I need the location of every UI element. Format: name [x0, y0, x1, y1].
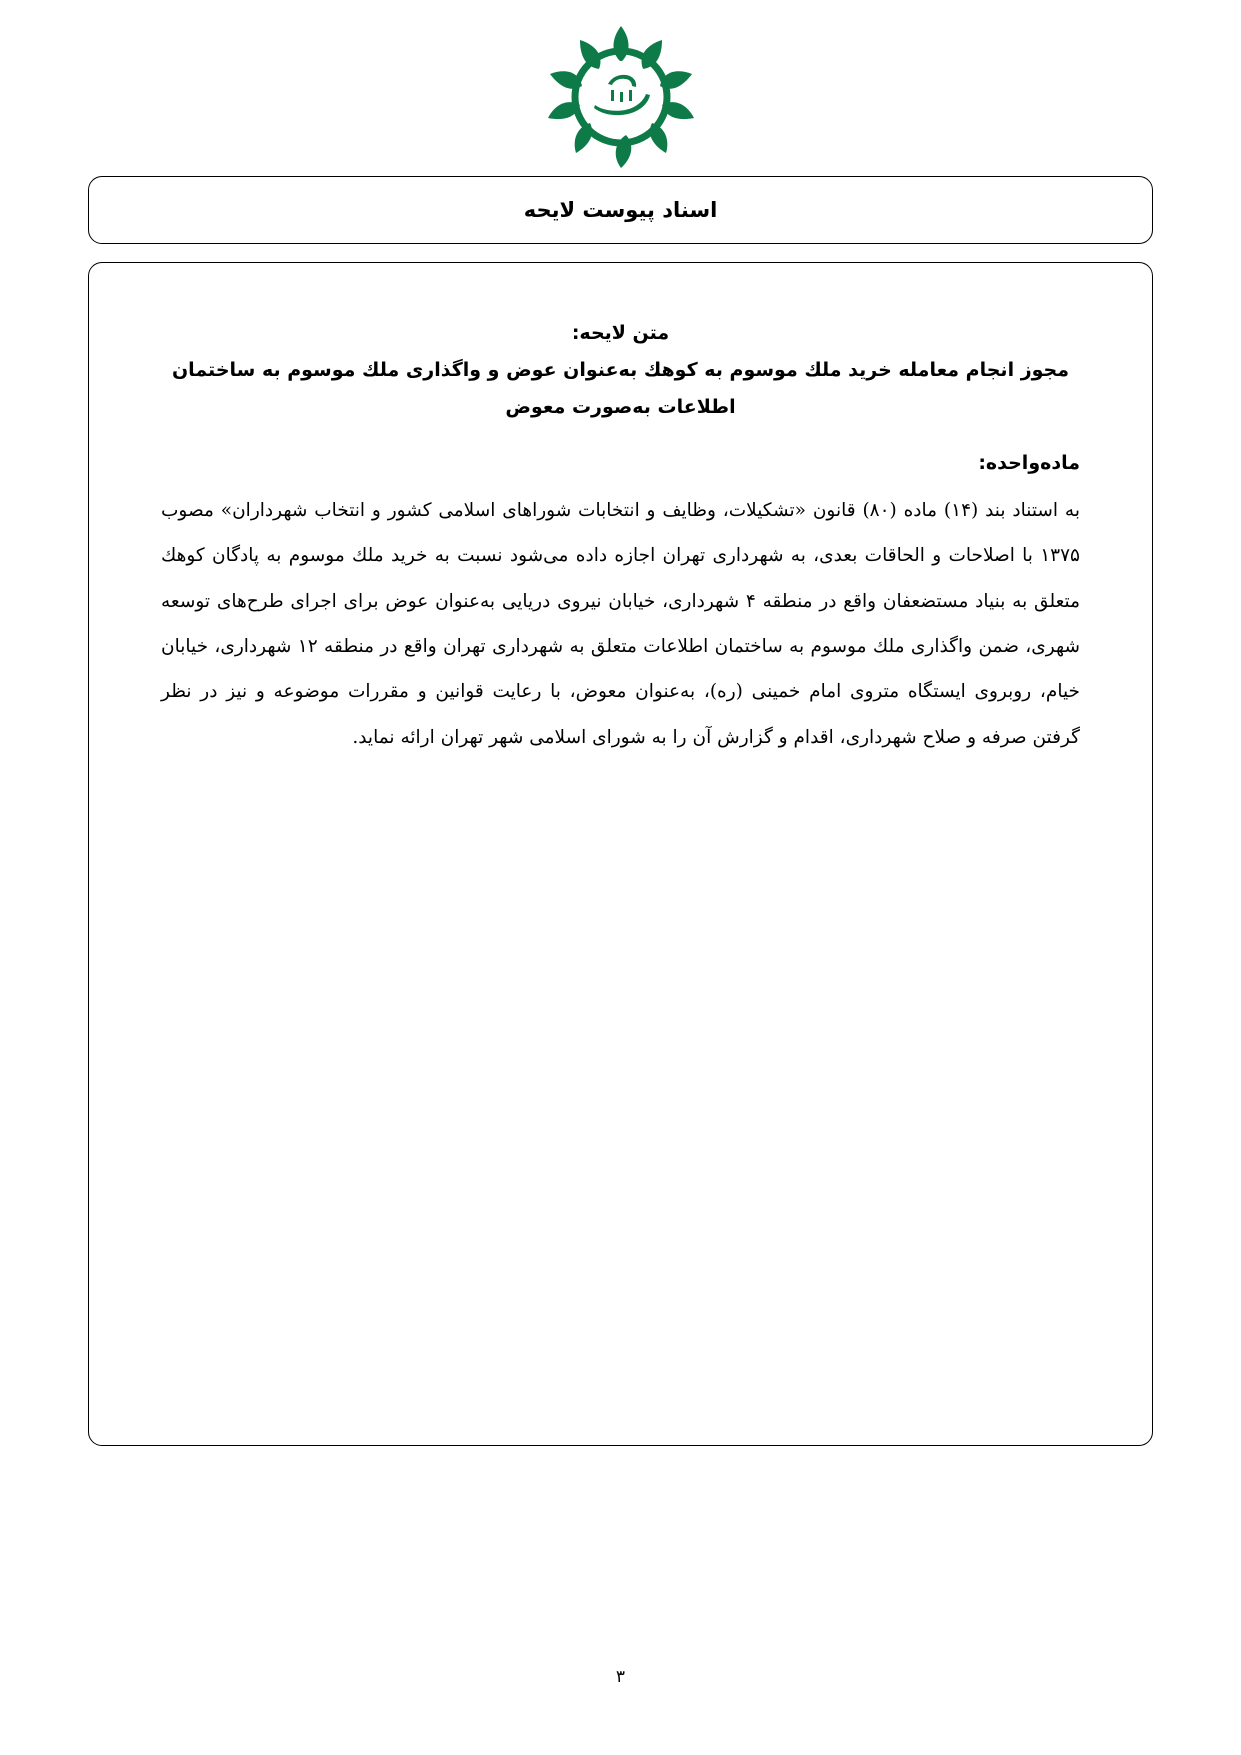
bill-heading-label: متن لایحه: — [571, 322, 670, 344]
bill-heading-line-1: مجوز انجام معامله خرید ملك موسوم به كوهك به‌عنوان عوض و واگذاری ملك موسوم به ساختمان — [171, 359, 1070, 382]
bill-heading-line-2: اطلاعات به‌صورت معوض — [505, 396, 736, 419]
logo-container — [0, 22, 1241, 172]
page-number: ۳ — [615, 1667, 626, 1687]
bill-body-text: به استناد بند (۱۴) ماده (۸۰) قانون «تشکیلات، وظایف و انتخابات شوراهای اسلامی کشور و انتخاب شهرداران» مصوب ۱۳۷۵ با اصلاحات و الحاقات بعدی، به شهرداری تهران اجازه داده می‌شود نسبت به خرید ملك موسوم به پادگان كوهك متعلق به بنیاد مستضعفان واقع در منطقه ۴ شهرداری، خیابان نیروی دریایی به‌عنوان عوض برای اجرای طرح‌های توسعه شهری، ضمن واگذاری ملك موسوم به ساختمان اطلاعات متعلق به شهرداری تهران واقع در منطقه ۱۲ شهرداری، خیابان خیام، روبروی ایستگاه متروی امام خمینی (ره)، به‌عنوان معوض، با رعایت قوانین و مقررات موضوعه و نیز در نظر گرفتن صرفه و صلاح شهرداری، اقدام و گزارش آن را به شورای اسلامی شهر تهران ارائه نماید. — [161, 500, 1080, 748]
page-title: اسناد پیوست لایحه — [523, 198, 718, 222]
single-article-label: ماده‌واحده: — [978, 452, 1080, 475]
bill-content-box — [88, 262, 1153, 1446]
bill-heading — [161, 315, 1080, 426]
tehran-municipality-logo-icon — [536, 22, 706, 172]
attachment-documents-title-box — [88, 176, 1153, 244]
